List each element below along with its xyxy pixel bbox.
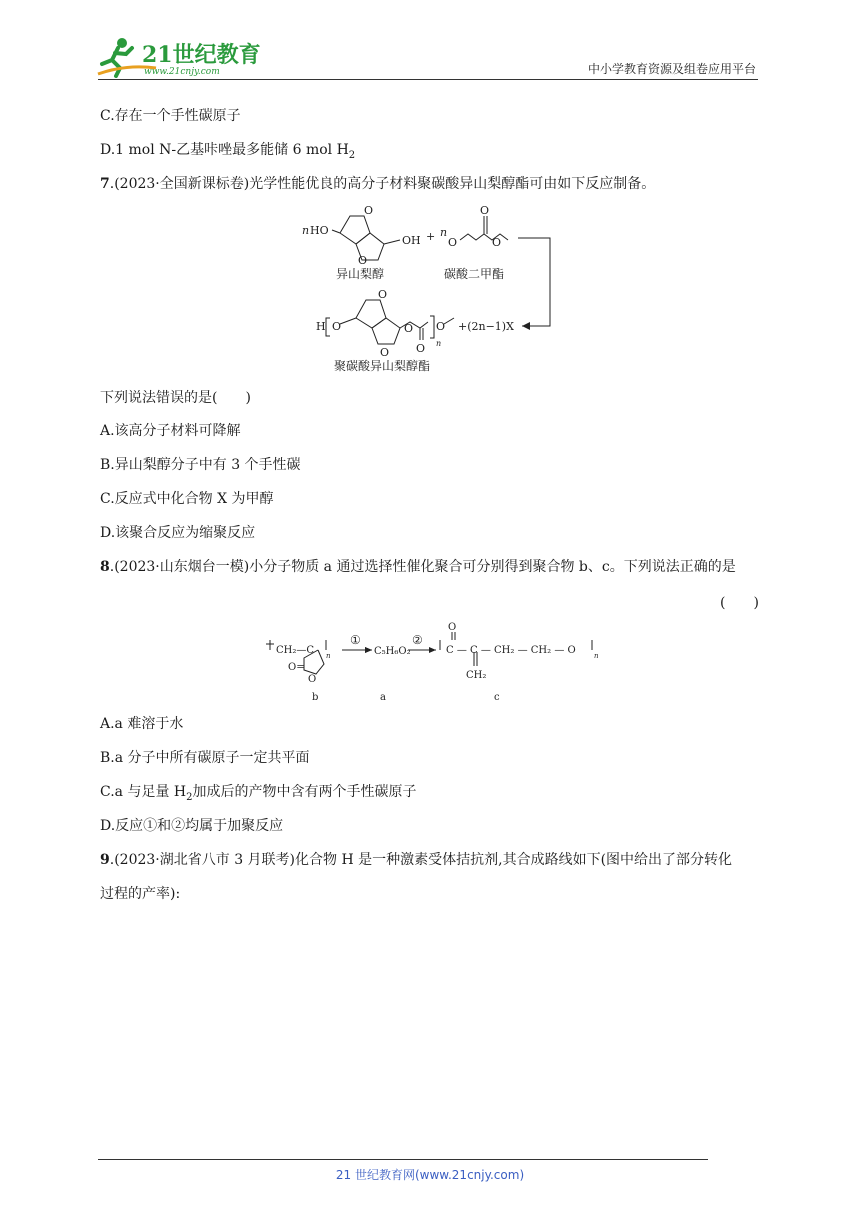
name-dimethyl-carbonate: 碳酸二甲酯 bbox=[444, 267, 505, 281]
ring-o-top: O bbox=[364, 204, 374, 217]
dmc-o-carbonyl: O bbox=[480, 204, 490, 217]
name-polymer: 聚碳酸异山梨醇酯 bbox=[334, 359, 431, 373]
n-coefficient-1: n bbox=[302, 224, 310, 237]
polymer-ring-o-bottom: O bbox=[380, 346, 390, 359]
dmc-o-right: O bbox=[492, 236, 502, 249]
b-backbone: CH₂—C bbox=[276, 645, 315, 656]
polymer-ring-o-top: O bbox=[378, 288, 388, 301]
byproduct-x: +(2n−1)X bbox=[458, 320, 514, 333]
footer-divider bbox=[98, 1159, 708, 1160]
polymer-h: H bbox=[316, 320, 326, 333]
ring-o-bottom: O bbox=[358, 254, 368, 267]
step-1-label: ① bbox=[350, 633, 361, 647]
name-isosorbide: 异山梨醇 bbox=[336, 267, 385, 281]
c-n: n bbox=[594, 652, 599, 660]
q7-option-c: C.反应式中化合物 X 为甲醇 bbox=[100, 491, 274, 507]
header-platform-text: 中小学教育资源及组卷应用平台 bbox=[587, 62, 756, 76]
q9-stem: 9.(2023·湖北省八市 3 月联考)化合物 H 是一种激素受体拮抗剂,其合成路线如下(图中给出了部分转化 bbox=[100, 852, 733, 868]
site-logo bbox=[96, 34, 266, 78]
q8-option-a: A.a 难溶于水 bbox=[100, 716, 184, 732]
label-b: b bbox=[312, 692, 319, 703]
b-n: n bbox=[326, 652, 331, 660]
q8-option-d: D.反应①和②均属于加聚反应 bbox=[100, 818, 284, 834]
logo-text: 21世纪教育 bbox=[142, 42, 261, 68]
q7-question: 下列说法错误的是( ) bbox=[100, 390, 251, 406]
q8-option-b: B.a 分子中所有碳原子一定共平面 bbox=[100, 750, 310, 766]
c-methylene: CH₂ bbox=[466, 670, 487, 681]
c-carbonyl-o: O bbox=[448, 622, 457, 633]
logo-url: www.21cnjy.com bbox=[144, 67, 220, 77]
q8-reaction-scheme bbox=[262, 620, 602, 706]
q8-option-c: C.a 与足量 $H_2$加成后的产物中含有两个手性碳原子 bbox=[100, 784, 417, 803]
q8-answer-paren: ( ) bbox=[720, 595, 759, 611]
label-a: a bbox=[380, 692, 386, 703]
formula-a: C₅H₆O₂ bbox=[374, 646, 411, 657]
q9-stem-continued: 过程的产率): bbox=[100, 886, 181, 902]
q7-option-d: D.该聚合反应为缩聚反应 bbox=[100, 525, 256, 541]
q7-stem: 7.(2023·全国新课标卷)光学性能优良的高分子材料聚碳酸异山梨醇酯可由如下反应制备。 bbox=[100, 176, 656, 192]
polymer-o-carbonyl: O bbox=[416, 342, 426, 355]
plus-sign: + bbox=[426, 230, 436, 243]
oh-label: OH bbox=[402, 234, 421, 247]
header-divider bbox=[98, 79, 758, 80]
n-coefficient-2: n bbox=[440, 226, 448, 239]
ho-label: HO bbox=[310, 224, 329, 237]
polymer-o-left: O bbox=[332, 320, 342, 333]
polymer-o-end: O bbox=[436, 320, 446, 333]
polymer-n-sub: n bbox=[436, 339, 442, 348]
q7-option-b: B.异山梨醇分子中有 3 个手性碳 bbox=[100, 457, 301, 473]
q6-option-d: D.1 mol N-乙基咔唑最多能储 6 mol $H_2$ bbox=[100, 142, 356, 161]
label-c: c bbox=[494, 692, 500, 703]
b-ring-o: O bbox=[308, 674, 317, 685]
q7-reaction-scheme bbox=[296, 200, 566, 378]
q6-option-c: C.存在一个手性碳原子 bbox=[100, 108, 241, 124]
step-2-label: ② bbox=[412, 633, 423, 647]
q8-stem: 8.(2023·山东烟台一模)小分子物质 a 通过选择性催化聚合可分别得到聚合物 b、c。下列说法正确的是 bbox=[100, 559, 736, 575]
polymer-o-ester: O bbox=[404, 322, 414, 335]
c-backbone: C — C — CH₂ — CH₂ — O bbox=[446, 645, 576, 656]
b-keto-o: O= bbox=[288, 662, 305, 673]
q7-option-a: A.该高分子材料可降解 bbox=[100, 423, 241, 439]
dmc-o-left: O bbox=[448, 236, 458, 249]
footer-link[interactable]: 21 世纪教育网(www.21cnjy.com) bbox=[335, 1168, 525, 1182]
